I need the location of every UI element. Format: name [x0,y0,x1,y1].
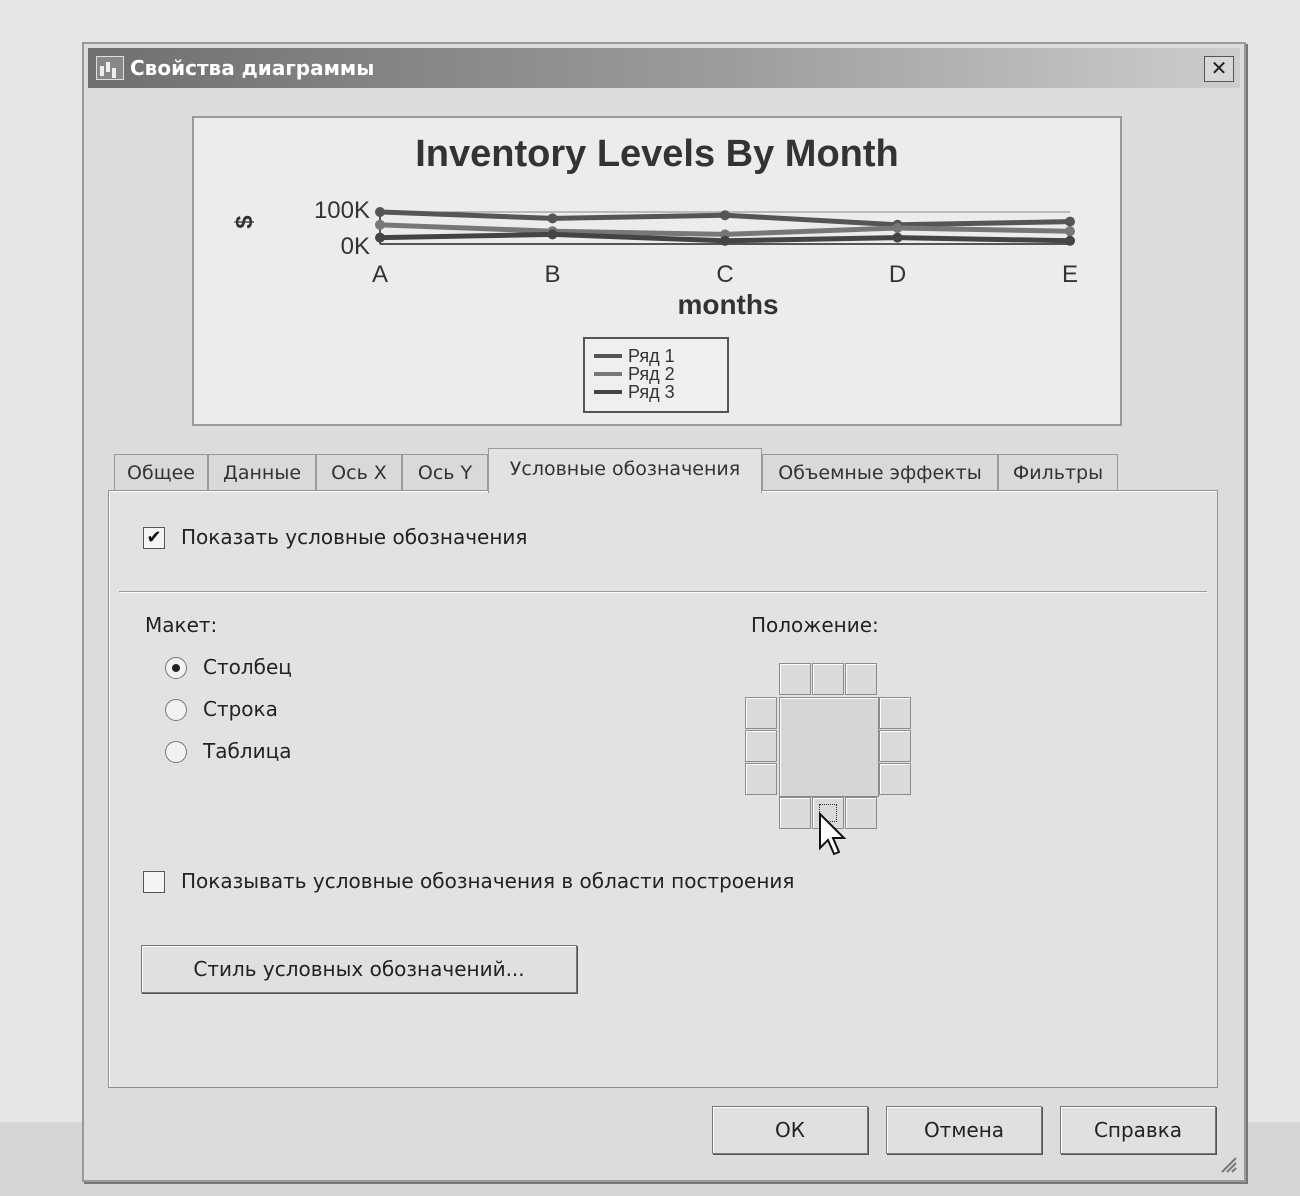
resize-grip-icon[interactable] [1218,1154,1238,1174]
data-point [375,207,385,217]
chart-svg [194,118,1120,424]
tab-general[interactable]: Общее [114,454,208,491]
position-top-left[interactable] [779,663,811,695]
y-axis-label: $ [231,215,258,229]
data-point [1065,217,1075,227]
plot-area-box [779,697,879,797]
data-point [1065,226,1075,236]
legend-position-grid [745,663,915,833]
legend-entry: Ряд 3 [628,382,675,402]
position-top-center[interactable] [812,663,844,695]
layout-column-label: Столбец [203,655,292,679]
layout-table-label: Таблица [203,739,292,763]
separator [119,591,1207,593]
ok-button[interactable]: ОК [712,1106,868,1154]
data-point [893,233,903,243]
layout-table-radio[interactable] [165,741,187,763]
legend-in-plot-checkbox[interactable] [143,871,165,893]
show-legend-label: Показать условные обозначения [181,525,528,549]
position-label: Положение: [751,613,879,637]
layout-row-label: Строка [203,697,278,721]
position-left-bottom[interactable] [745,763,777,795]
close-button[interactable]: ✕ [1204,56,1234,82]
position-left-center[interactable] [745,730,777,762]
data-point [1065,236,1075,246]
data-point [375,233,385,243]
x-tick-label: A [371,261,389,288]
tab-legend[interactable]: Условные обозначения [488,448,762,493]
x-tick-label: C [716,261,734,288]
position-right-top[interactable] [879,697,911,729]
data-point [720,210,730,220]
legend-tab-panel [108,490,1218,1088]
tab-3d-effects[interactable]: Объемные эффекты [762,454,998,491]
data-point [893,223,903,233]
position-right-center[interactable] [879,730,911,762]
x-tick-label: E [1061,261,1079,288]
chart-preview [192,116,1122,426]
chart-properties-dialog [82,42,1246,1182]
position-top-right[interactable] [845,663,877,695]
dialog-title: Свойства диаграммы [130,56,375,80]
legend-in-plot-label: Показывать условные обозначения в области построения [181,869,795,893]
data-point [720,236,730,246]
title-bar[interactable] [88,48,1240,88]
layout-column-radio[interactable] [165,657,187,679]
help-button[interactable]: Справка [1060,1106,1216,1154]
chart-title: Inventory Levels By Month [415,133,899,175]
x-tick-label: D [888,261,907,288]
position-bottom-left[interactable] [779,797,811,829]
position-bottom-right[interactable] [845,797,877,829]
tab-filters[interactable]: Фильтры [998,454,1118,491]
legend-entry: Ряд 2 [628,364,675,384]
x-tick-label: B [544,261,561,288]
chart-icon [96,56,124,80]
x-axis-label: months [677,289,779,320]
cancel-button[interactable]: Отмена [886,1106,1042,1154]
position-right-bottom[interactable] [879,763,911,795]
y-tick-label: 100K [313,197,370,224]
y-tick-label: 0K [340,233,370,260]
tab-y-axis[interactable]: Ось Y [402,454,488,491]
position-left-top[interactable] [745,697,777,729]
data-point [375,220,385,230]
mouse-cursor-icon [818,812,848,860]
tab-data[interactable]: Данные [208,454,316,491]
data-point [548,229,558,239]
layout-row-radio[interactable] [165,699,187,721]
legend-style-button[interactable]: Стиль условных обозначений... [141,945,577,993]
data-point [548,213,558,223]
tab-x-axis[interactable]: Ось X [316,454,402,491]
show-legend-checkbox[interactable]: ✔ [143,527,165,549]
layout-label: Макет: [145,613,218,637]
legend-entry: Ряд 1 [628,346,675,366]
